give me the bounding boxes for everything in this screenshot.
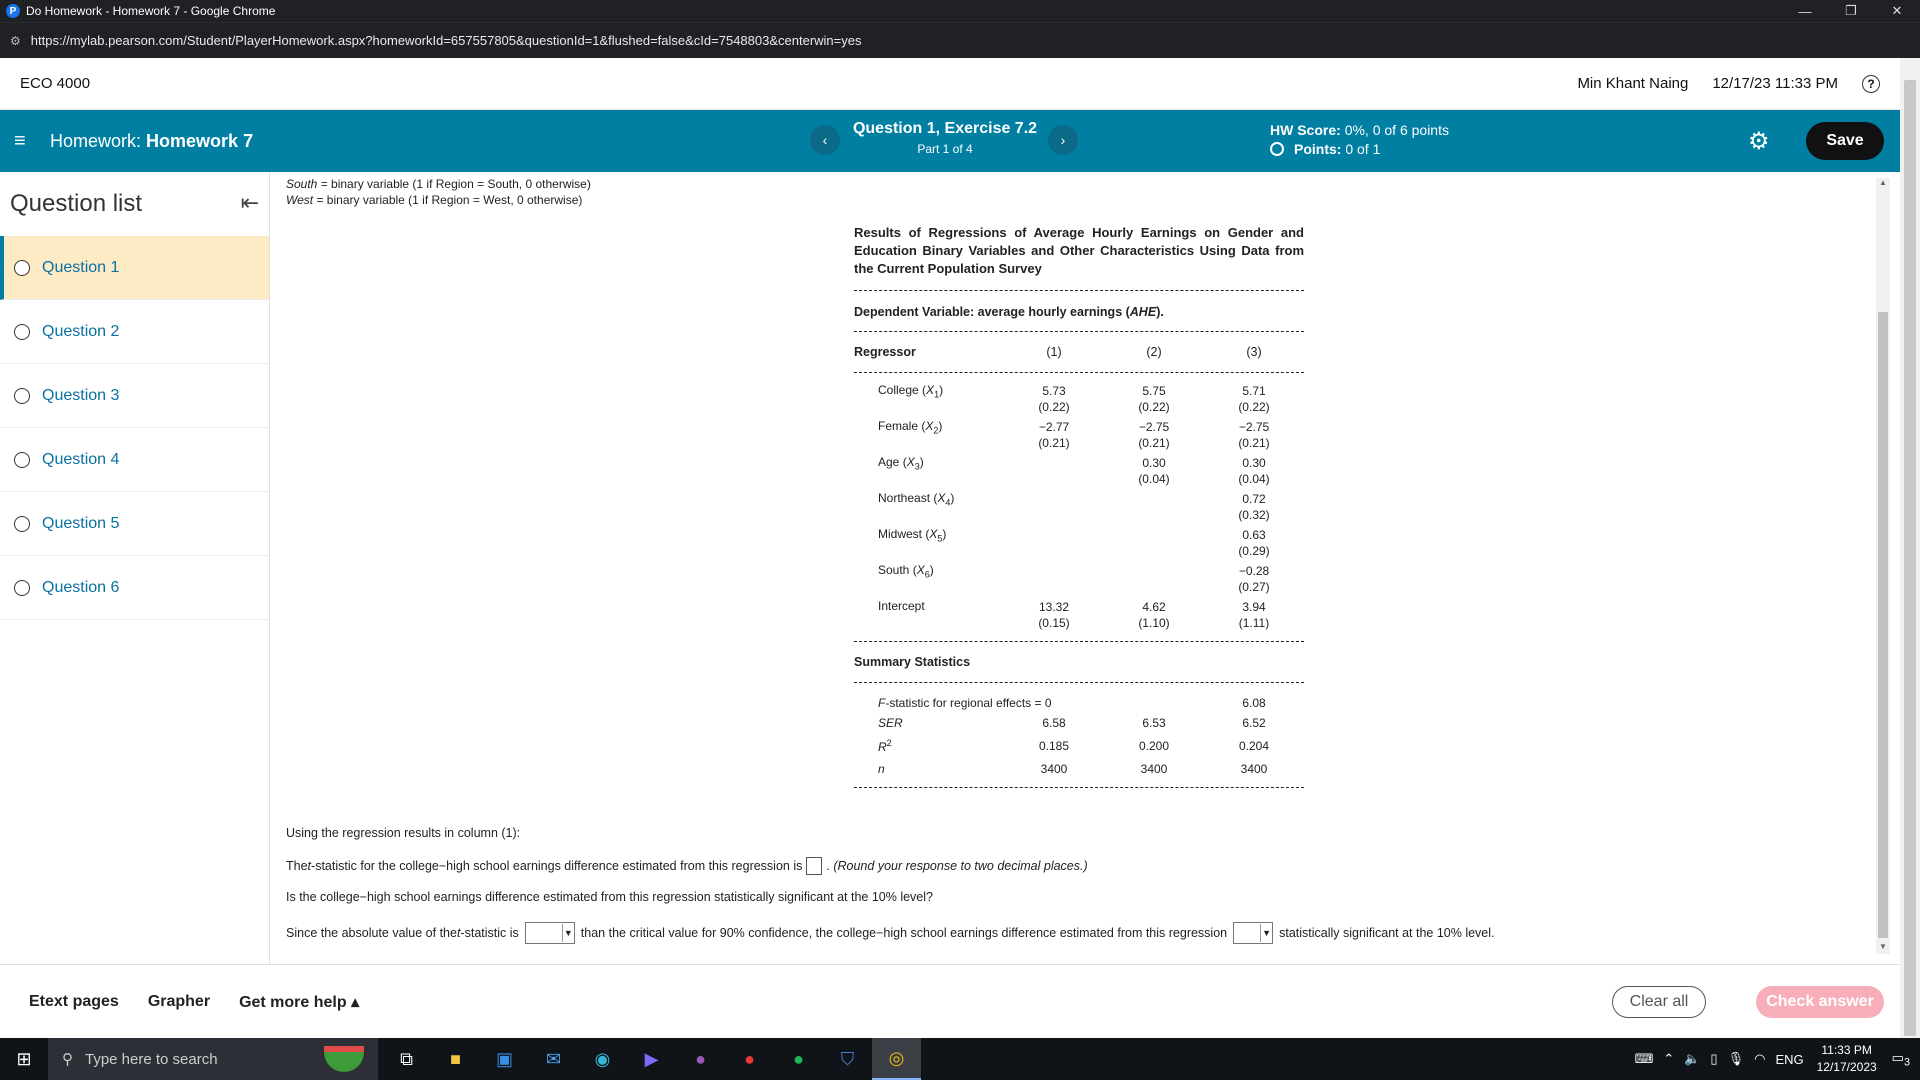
col-header-1: (1)	[1046, 345, 1062, 359]
clock-time: 11:33 PM	[1821, 1043, 1872, 1057]
site-info-icon[interactable]: ⚙	[10, 33, 21, 48]
coefficient-cell: 13.32 (0.15)	[1038, 600, 1070, 630]
table-row	[854, 455, 1304, 491]
page-scroll-thumb[interactable]	[1904, 80, 1916, 1036]
user-name: Min Khant Naing	[1577, 75, 1689, 92]
hw-score-value: 0%, 0 of 6 points	[1344, 122, 1449, 138]
regressor-name: Intercept	[878, 599, 925, 613]
text: -statistic is	[460, 926, 519, 940]
coefficient-cell: 0.63 (0.29)	[1238, 528, 1270, 558]
dep-suffix: ).	[1156, 305, 1164, 319]
homework-label: Homework:	[50, 130, 142, 151]
shield-icon[interactable]: ⛉	[840, 1048, 855, 1069]
south-text: = binary variable (1 if Region = South, 0 otherwise)	[317, 177, 591, 191]
summary-rows	[854, 683, 1304, 787]
search-icon: ⚲	[62, 1051, 73, 1068]
get-more-help-button[interactable]: Get more help ▴	[239, 993, 360, 1011]
summary-title: Summary Statistics	[854, 655, 971, 669]
regressor-header: Regressor	[854, 345, 916, 359]
scroll-up-icon[interactable]: ▲	[1879, 178, 1887, 187]
dep-var: AHE	[1129, 305, 1157, 319]
taskbar-search[interactable]	[48, 1038, 378, 1080]
chrome-icon[interactable]: ◎	[872, 1038, 921, 1080]
search-placeholder: Type here to search	[85, 1050, 218, 1068]
status-circle-icon	[14, 260, 30, 276]
homework-title	[50, 131, 253, 152]
table-row	[854, 563, 1304, 599]
text: Since the absolute value of the	[286, 926, 457, 940]
help-icon[interactable]: ?	[1862, 75, 1880, 93]
save-button[interactable]: Save	[1806, 122, 1884, 160]
west-text: = binary variable (1 if Region = West, 0 otherwise)	[313, 193, 583, 207]
course-name: ECO 4000	[20, 75, 91, 92]
fstat-label	[854, 696, 1052, 710]
regressor-name: South $(X_6)$	[878, 563, 934, 580]
regressor-name: Northeast $(X_4)$	[878, 491, 955, 508]
windows-taskbar	[0, 1038, 1920, 1080]
cell: 3400	[1040, 762, 1068, 776]
clear-all-button[interactable]: Clear all	[1612, 986, 1706, 1018]
task-view-icon[interactable]: ⧉	[400, 1048, 413, 1069]
clock-date: 12/17/2023	[1816, 1060, 1877, 1074]
question-line-2: Is the college−high school earnings difference estimated from this regression statistically significant at the 10% level?	[286, 890, 933, 904]
page-scrollbar[interactable]	[1900, 58, 1920, 1038]
cell: 0.204	[1238, 739, 1270, 753]
language-indicator[interactable]: ENG	[1775, 1051, 1804, 1067]
date-time: 12/17/23 11:33 PM	[1712, 75, 1838, 92]
show-hidden-icon[interactable]: ⌃	[1663, 1051, 1675, 1066]
red-app-icon[interactable]: ●	[744, 1048, 755, 1069]
coefficient-cell: −2.77 (0.21)	[1038, 420, 1070, 450]
text: t	[456, 926, 461, 940]
text: The	[286, 859, 308, 873]
west-definition	[286, 192, 591, 208]
notification-count: 3	[1903, 1056, 1910, 1069]
question-label: Question 3	[42, 386, 120, 404]
spotify-icon[interactable]: ●	[793, 1048, 804, 1069]
regression-table	[854, 224, 1304, 788]
question-label: Question 2	[42, 322, 120, 340]
points	[1270, 141, 1449, 157]
store-icon[interactable]: ▣	[495, 1048, 513, 1069]
next-question-button[interactable]: ›	[1048, 125, 1078, 155]
question-title: Question 1, Exercise 7.2	[852, 120, 1038, 137]
r2-label	[854, 738, 1004, 754]
ser-label: SER	[878, 716, 903, 730]
table-title: Results of Regressions of Average Hourly Earnings on Gender and Education Binary Variables and Other Characteristics Using Data from the Current Population Survey	[854, 225, 1304, 276]
variable-definitions	[286, 176, 591, 208]
minimize-button[interactable]: —	[1798, 3, 1812, 19]
sidebar-item-question-2[interactable]	[0, 300, 269, 364]
file-explorer-icon[interactable]: ■	[450, 1048, 461, 1069]
table-row	[854, 383, 1304, 419]
points-label: Points:	[1294, 141, 1342, 157]
coefficient-cell: −2.75 (0.21)	[1238, 420, 1270, 450]
question-list-header	[0, 172, 269, 236]
table-row	[854, 733, 1304, 759]
url-text[interactable]: https://mylab.pearson.com/Student/PlayerHomework.aspx?homeworkId=657557805&questionId=1&flushed=false&cId=7548803&centerwin=yes	[30, 33, 862, 48]
cell: 3400	[1240, 762, 1268, 776]
hw-score	[1270, 122, 1449, 138]
hw-score-label: HW Score:	[1270, 122, 1341, 138]
keyboard-icon[interactable]: ⌨	[1634, 1051, 1654, 1066]
regressor-name: Midwest $(X_5)$	[878, 527, 947, 544]
question-list-title: Question list	[10, 190, 143, 217]
r2-var: R	[878, 740, 887, 754]
cell: 0.200	[1138, 739, 1170, 753]
status-circle-icon	[14, 516, 30, 532]
coefficient-cell: 5.75 (0.22)	[1138, 384, 1170, 414]
coefficient-cell: 0.30 (0.04)	[1238, 456, 1270, 486]
divider	[854, 787, 1304, 788]
comparison-dropdown[interactable]	[525, 922, 575, 944]
status-circle-icon	[14, 388, 30, 404]
text: than the critical value for 90% confidence, the college−high school earnings difference estimated from this regression	[580, 926, 1228, 940]
address-bar[interactable]	[0, 22, 1920, 58]
notifications-icon[interactable]: $▭_3$	[1891, 1049, 1910, 1069]
text: statistically significant at the 10% level.	[1279, 926, 1495, 940]
status-circle-icon	[14, 580, 30, 596]
tstat-answer-input[interactable]	[806, 857, 822, 875]
cell: 3400	[1140, 762, 1168, 776]
coefficient-cell: 4.62 (1.10)	[1138, 600, 1170, 630]
score-panel	[1270, 122, 1449, 157]
settings-gear-icon[interactable]: ⚙	[1748, 128, 1770, 155]
cell: 6.58	[1042, 716, 1066, 730]
table-row	[854, 713, 1304, 733]
regressor-name: Female $(X_2)$	[878, 419, 943, 436]
col-header-2: (2)	[1146, 345, 1162, 359]
divider	[854, 290, 1304, 291]
homework-header	[0, 110, 1900, 172]
table-header-row	[854, 332, 1304, 372]
question-intro: Using the regression results in column (1):	[286, 826, 521, 840]
sidebar-item-question-5[interactable]	[0, 492, 269, 556]
etext-pages-button[interactable]: Etext pages	[29, 992, 119, 1010]
regressor-name: College $(X_1)$	[878, 383, 944, 400]
homework-name: Homework 7	[146, 130, 254, 151]
taskbar-clock[interactable]	[1817, 1042, 1877, 1076]
question-list-sidebar	[0, 172, 270, 964]
table-row	[854, 419, 1304, 455]
sidebar-item-question-1[interactable]	[0, 236, 269, 300]
dropdown-arrow-icon: ▼	[1260, 924, 1272, 942]
coefficient-cell: 0.30 (0.04)	[1138, 456, 1170, 486]
cell: 6.53	[1142, 716, 1166, 730]
cell: 6.08	[1242, 696, 1266, 710]
sidebar-item-question-6[interactable]	[0, 556, 269, 620]
cell: 0.185	[1038, 739, 1070, 753]
game-app-icon[interactable]: ●	[695, 1048, 706, 1069]
taskbar-apps	[382, 1038, 921, 1080]
table-row	[854, 491, 1304, 527]
status-circle-icon	[14, 324, 30, 340]
text: -statistic for the college−high school earnings difference estimated from this regression is	[311, 859, 803, 873]
question-line-3	[286, 922, 1495, 944]
edge-icon[interactable]: ◉	[594, 1048, 611, 1069]
dependent-variable	[854, 305, 1304, 319]
content-scrollbar[interactable]	[1876, 178, 1890, 954]
coefficient-cell: 0.72 (0.32)	[1238, 492, 1270, 522]
question-content	[272, 172, 1876, 964]
question-label: Question 5	[42, 514, 120, 532]
question-label: Question 4	[42, 450, 120, 468]
sidebar-item-question-4[interactable]	[0, 428, 269, 492]
restore-button[interactable]: ❐	[1845, 3, 1857, 18]
mail-icon[interactable]: ✉	[545, 1048, 562, 1069]
course-header	[0, 58, 1900, 110]
window-controls	[1782, 0, 1920, 22]
collapse-sidebar-icon[interactable]: ⇤	[240, 190, 259, 215]
coefficient-cell: 3.94 (1.11)	[1238, 600, 1270, 630]
south-var: South	[286, 177, 318, 191]
south-definition	[286, 176, 591, 192]
n-label: n	[878, 762, 885, 776]
window-title: Do Homework - Homework 7 - Google Chrome	[26, 4, 276, 18]
west-var: West	[286, 193, 314, 207]
fstat-prefix: F	[878, 696, 886, 710]
regressor-rows	[854, 373, 1304, 641]
scroll-down-icon[interactable]: ▼	[1879, 942, 1887, 951]
text: t	[307, 859, 312, 873]
coefficient-cell: −2.75 (0.21)	[1138, 420, 1170, 450]
points-circle-icon	[1270, 142, 1284, 156]
fstat-text: -statistic for regional effects = 0	[885, 696, 1052, 710]
question-label: Question 1	[42, 258, 120, 276]
cell: 6.52	[1242, 716, 1266, 730]
significance-dropdown[interactable]	[1233, 922, 1273, 944]
question-part: Part 1 of 4	[917, 142, 973, 156]
scroll-thumb[interactable]	[1878, 312, 1888, 938]
question-info	[850, 120, 1040, 156]
microphone-icon[interactable]: 🎙	[1727, 1051, 1745, 1066]
coefficient-cell: 5.73 (0.22)	[1038, 384, 1070, 414]
points-value: 0 of 1	[1345, 141, 1381, 157]
wifi-icon[interactable]: ◠	[1754, 1051, 1766, 1066]
question-label: Question 6	[42, 578, 120, 596]
dep-prefix: Dependent Variable: average hourly earnings (	[854, 305, 1130, 319]
check-answer-button[interactable]: Check answer	[1756, 986, 1884, 1018]
close-button[interactable]: ✕	[1891, 3, 1903, 18]
r2-sup: 2	[886, 738, 892, 748]
table-row	[854, 599, 1304, 635]
status-circle-icon	[14, 452, 30, 468]
question-line-1	[286, 857, 1088, 875]
dropdown-arrow-icon: ▼	[562, 924, 574, 942]
rounding-hint: (Round your response to two decimal places.)	[833, 859, 1088, 873]
table-row	[854, 759, 1304, 779]
grapher-button[interactable]: Grapher	[147, 992, 211, 1010]
col-header-3: (3)	[1246, 345, 1262, 359]
volume-icon[interactable]: 🔈	[1684, 1051, 1701, 1066]
previous-question-button[interactable]: ‹	[810, 125, 840, 155]
table-row	[854, 527, 1304, 563]
sidebar-item-question-3[interactable]	[0, 364, 269, 428]
window-titlebar	[0, 0, 1920, 22]
regressor-name: Age $(X_3)$	[878, 455, 924, 472]
battery-icon[interactable]: ▯	[1710, 1051, 1718, 1066]
hamburger-menu-icon[interactable]: ≡	[14, 129, 26, 152]
media-player-icon[interactable]: ▶	[644, 1048, 659, 1069]
text: .	[826, 859, 830, 873]
system-tray	[1630, 1038, 1920, 1080]
watermelon-icon	[324, 1046, 364, 1072]
bottom-toolbar	[0, 964, 1900, 1038]
coefficient-cell: 5.71 (0.22)	[1238, 384, 1270, 414]
coefficient-cell: −0.28 (0.27)	[1238, 564, 1270, 594]
pearson-app-icon: P	[6, 4, 20, 18]
windows-start-icon[interactable]: ⊞	[16, 1048, 32, 1069]
table-row	[854, 693, 1304, 713]
